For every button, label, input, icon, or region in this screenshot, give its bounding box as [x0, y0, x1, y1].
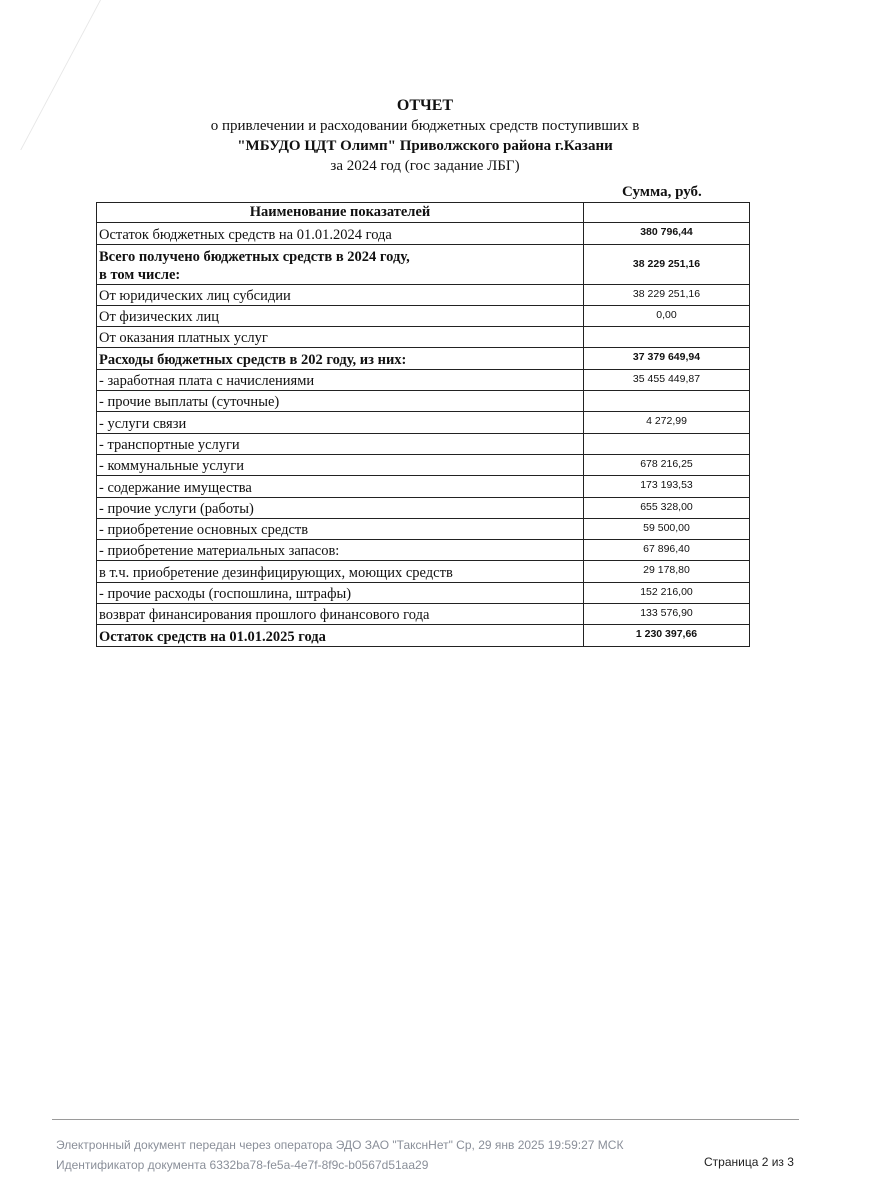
- report-title: ОТЧЕТ: [396, 97, 454, 114]
- table-row: [97, 412, 750, 433]
- row-label: Остаток бюджетных средств на 01.01.2024 года: [97, 223, 584, 244]
- table-row: [97, 284, 750, 305]
- table-row: [97, 348, 750, 369]
- table-row: [97, 327, 750, 348]
- row-value: 59 500,00: [584, 518, 750, 539]
- row-label: Расходы бюджетных средств в 202 году, из них:: [97, 348, 584, 369]
- row-value: 4 272,99: [584, 412, 750, 433]
- edo-footer: [56, 1135, 623, 1175]
- table-row: [97, 433, 750, 454]
- row-value: 678 216,25: [584, 454, 750, 475]
- row-value: 1 230 397,66: [584, 625, 750, 646]
- row-label: - прочие расходы (госпошлина, штрафы): [97, 582, 584, 603]
- row-value: 0,00: [584, 305, 750, 326]
- budget-table: [96, 202, 750, 647]
- row-value: 380 796,44: [584, 223, 750, 244]
- table-row: [97, 244, 750, 284]
- edo-transfer-note: Электронный документ передан через оператора ЭДО ЗАО "ТакснНет" Ср, 29 янв 2025 19:59:27 МСК: [56, 1138, 624, 1152]
- row-value: 133 576,90: [584, 604, 750, 625]
- table-row: [97, 625, 750, 646]
- row-label: Остаток средств на 01.01.2025 года: [97, 625, 584, 646]
- row-value: 35 455 449,87: [584, 369, 750, 390]
- table-row: [97, 582, 750, 603]
- table-row: [97, 391, 750, 412]
- row-value: 67 896,40: [584, 540, 750, 561]
- row-value: 38 229 251,16: [584, 284, 750, 305]
- table-row: [97, 518, 750, 539]
- sum-column-header: Сумма, руб.: [622, 184, 702, 200]
- table-header-row: [97, 203, 750, 223]
- row-label: - приобретение основных средств: [97, 518, 584, 539]
- table-row: [97, 223, 750, 244]
- row-label: От оказания платных услуг: [97, 327, 584, 348]
- report-period: за 2024 год (гос задание ЛБГ): [330, 158, 520, 174]
- table-row: [97, 497, 750, 518]
- row-label: - транспортные услуги: [97, 433, 584, 454]
- row-value: [584, 433, 750, 454]
- row-label: - содержание имущества: [97, 476, 584, 497]
- row-label: Всего получено бюджетных средств в 2024 году, в том числе:: [97, 244, 584, 284]
- table-row: [97, 476, 750, 497]
- report-subtitle: о привлечении и расходовании бюджетных средств поступивших в: [210, 118, 640, 134]
- row-label: - коммунальные услуги: [97, 454, 584, 475]
- row-label: От физических лиц: [97, 305, 584, 326]
- row-label: - заработная плата с начислениями: [97, 369, 584, 390]
- row-value: 37 379 649,94: [584, 348, 750, 369]
- table-row: [97, 604, 750, 625]
- footer-divider: [52, 1119, 799, 1120]
- row-label: От юридических лиц субсидии: [97, 284, 584, 305]
- table-row: [97, 561, 750, 582]
- organization-name: "МБУДО ЦДТ Олимп" Приволжского района г.Казани: [237, 138, 613, 154]
- row-label: возврат финансирования прошлого финансового года: [97, 604, 584, 625]
- table-row: [97, 369, 750, 390]
- page-number: Страница 2 из 3: [704, 1155, 794, 1169]
- row-label: в т.ч. приобретение дезинфицирующих, моющих средств: [97, 561, 584, 582]
- row-label: - прочие выплаты (суточные): [97, 391, 584, 412]
- name-column-header: Наименование показателей: [97, 203, 584, 223]
- row-value: 152 216,00: [584, 582, 750, 603]
- value-column-header: [584, 203, 750, 223]
- table-row: [97, 540, 750, 561]
- row-label: - услуги связи: [97, 412, 584, 433]
- row-value: [584, 391, 750, 412]
- table-row: [97, 305, 750, 326]
- row-value: 655 328,00: [584, 497, 750, 518]
- row-label: - приобретение материальных запасов:: [97, 540, 584, 561]
- row-value: [584, 327, 750, 348]
- report-header: [0, 96, 850, 176]
- document-identifier: Идентификатор документа 6332ba78-fe5a-4e7f-8f9c-b0567d51aa29: [56, 1158, 429, 1172]
- row-label: - прочие услуги (работы): [97, 497, 584, 518]
- row-value: 38 229 251,16: [584, 244, 750, 284]
- row-value: 173 193,53: [584, 476, 750, 497]
- row-value: 29 178,80: [584, 561, 750, 582]
- table-row: [97, 454, 750, 475]
